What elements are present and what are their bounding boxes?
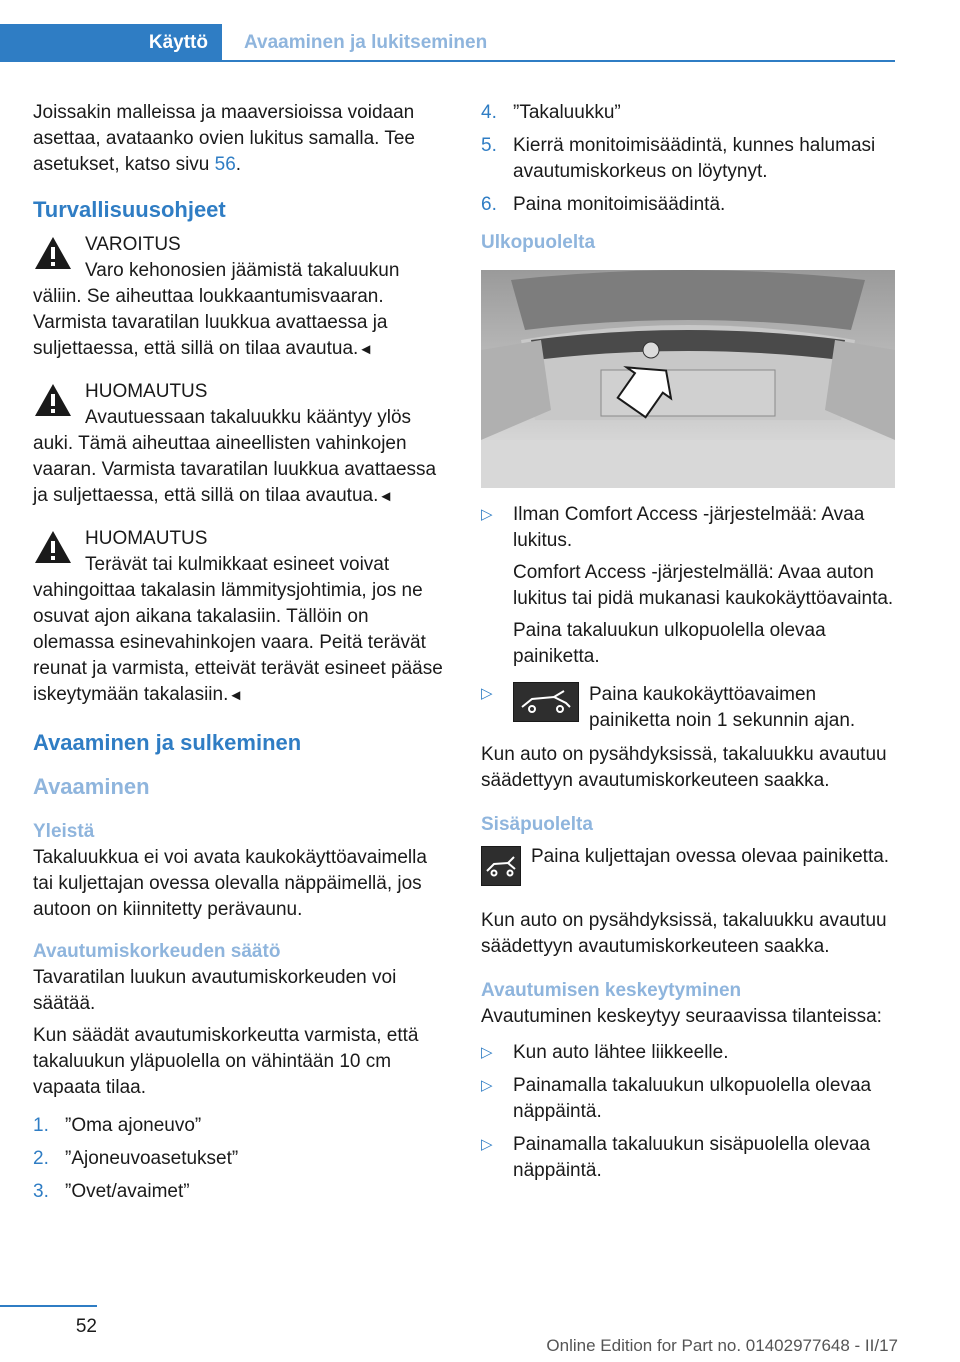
step-number: 2. — [33, 1148, 49, 1169]
list-item — [481, 1132, 895, 1184]
inside-step — [481, 844, 895, 896]
step-text: Paina monitoimisäädintä. — [513, 194, 726, 215]
notice-label: HUOMAUTUS — [85, 381, 208, 402]
warning-text — [33, 258, 445, 363]
car-rear-illustration — [481, 270, 895, 488]
steps-list — [33, 1113, 445, 1205]
interrupt-list — [481, 1040, 895, 1184]
height-text-1: Tavaratilan luukun avautumiskorkeuden voi säätää. — [33, 967, 397, 1014]
header-rule — [222, 60, 895, 62]
stationary-text: Kun auto on pysähdyksissä, takaluukku avautuu säädettyyn avautumiskorkeuteen saakka. — [481, 744, 887, 791]
step-text: ”Takaluukku” — [513, 102, 621, 123]
tailgate-button-icon[interactable] — [513, 682, 579, 722]
open-close-heading: Avaaminen ja sulkeminen — [33, 730, 302, 755]
left-column — [33, 100, 445, 1212]
general-text: Takaluukkua ei voi avata kaukokäyttöavaimella tai kuljettajan ovessa olevalla näppäimellä, jos autoon on kiinnitetty perävaunu. — [33, 847, 427, 920]
step-text: Kierrä monitoimisäädintä, kunnes halumasi avautumiskorkeus on löytynyt. — [513, 135, 876, 182]
list-item — [481, 133, 895, 185]
bullet-icon: ▷ — [481, 1044, 493, 1061]
intro-period: . — [235, 154, 242, 175]
notice-label: HUOMAUTUS — [85, 528, 208, 549]
tailgate-illustration — [481, 270, 895, 488]
inside-heading: Sisäpuolelta — [481, 814, 593, 835]
notice-block — [33, 379, 445, 510]
opening-heading: Avaaminen — [33, 774, 150, 799]
driver-door-button-icon[interactable] — [481, 846, 521, 886]
remote-key-step — [481, 682, 895, 734]
general-heading: Yleistä — [33, 821, 95, 842]
warning-triangle-icon — [33, 235, 73, 271]
step-number: 1. — [33, 1115, 49, 1136]
bullet-icon: ▷ — [481, 506, 493, 523]
step-number: 6. — [481, 194, 497, 215]
step-number: 3. — [33, 1181, 49, 1202]
inside-step-text: Paina kuljettajan ovessa olevaa painiketta. — [531, 846, 890, 867]
interrupt-heading: Avautumisen keskeytyminen — [481, 980, 742, 1001]
intro-paragraph — [33, 100, 445, 178]
end-mark: ◄ — [358, 341, 374, 358]
interrupt-text: Avautuminen keskeytyy seuraavissa tilanteissa: — [481, 1006, 882, 1027]
notice-text — [33, 405, 445, 510]
bullet-icon: ▷ — [481, 1077, 493, 1094]
notice-block — [33, 526, 445, 709]
step-number: 4. — [481, 102, 497, 123]
safety-heading: Turvallisuusohjeet — [33, 197, 226, 222]
outside-step-text: Comfort Access -järjestelmällä: Avaa auton lukitus tai pidä mukanasi kaukokäyttöavainta. — [513, 562, 894, 609]
car-tailgate-icon — [514, 683, 578, 721]
list-item — [481, 100, 895, 126]
remote-step-text: Paina kaukokäyttöavaimen painiketta noin 1 sekunnin ajan. — [589, 684, 856, 731]
list-item — [33, 1146, 445, 1172]
warning-label: VAROITUS — [85, 234, 181, 255]
steps-list-continued — [481, 100, 895, 218]
step-text: ”Ajoneuvoasetukset” — [65, 1148, 239, 1169]
list-item — [33, 1179, 445, 1205]
outside-heading: Ulkopuolelta — [481, 232, 596, 253]
list-item — [481, 502, 895, 670]
page-header — [0, 24, 895, 62]
edition-note: Online Edition for Part no. 01402977648 - II/17 — [546, 1336, 898, 1355]
footer-rule — [0, 1305, 97, 1307]
chapter-tab[interactable]: Käyttö — [0, 24, 222, 62]
interrupt-item-text: Painamalla takaluukun sisäpuolella olevaa näppäintä. — [513, 1134, 871, 1181]
notice-body: Terävät tai kulmikkaat esineet voivat vahingoittaa takalasin lämmitysjohtimia, jos ne osuvat ajon aikana takalasiin. Tällöin on olemassa esinevahinkojen vaara. Peitä terävät reunat ja varmista, etteivät terävät esineet pääse iskeytymään takalasiin. — [33, 554, 443, 705]
notice-body: Avautuessaan takaluukku kääntyy ylös auki. Tämä aiheuttaa aineellisten vahinkojen vaaran. Varmista tavaratilan luukkua avattaessa ja suljettaessa, että sillä on tilaa avautua. — [33, 407, 437, 506]
warning-triangle-icon — [33, 529, 73, 565]
right-column — [481, 100, 895, 1191]
bullet-icon: ▷ — [481, 1136, 493, 1153]
step-text: ”Oma ajoneuvo” — [65, 1115, 202, 1136]
step-number: 5. — [481, 135, 497, 156]
list-item — [481, 1073, 895, 1125]
bullet-icon: ▷ — [481, 685, 493, 702]
height-text-2: Kun säädät avautumiskorkeutta varmista, että takaluukun yläpuolella on vähintään 10 cm vapaata tilaa. — [33, 1025, 419, 1098]
step-text: ”Ovet/avaimet” — [65, 1181, 190, 1202]
list-item — [33, 1113, 445, 1139]
height-heading: Avautumiskorkeuden säätö — [33, 941, 281, 962]
interrupt-item-text: Painamalla takaluukun ulkopuolella olevaa näppäintä. — [513, 1075, 872, 1122]
list-item — [481, 192, 895, 218]
warning-triangle-icon — [33, 382, 73, 418]
outside-steps — [481, 502, 895, 670]
notice-text — [33, 552, 445, 709]
interrupt-item-text: Kun auto lähtee liikkeelle. — [513, 1042, 729, 1063]
outside-step-text: Ilman Comfort Access -järjestelmää: Avaa lukitus. — [513, 504, 865, 551]
end-mark: ◄ — [228, 687, 244, 704]
warning-body: Varo kehonosien jäämistä takaluukun väliin. Se aiheuttaa loukkaantumisvaaran. Varmista tavaratilan luukkua avattaessa ja suljettaessa, että sillä on tilaa avautua. — [33, 260, 400, 359]
page-link[interactable]: 56 — [214, 154, 236, 175]
warning-block — [33, 232, 445, 363]
end-mark: ◄ — [378, 488, 394, 505]
page-number: 52 — [75, 1316, 97, 1337]
outside-step-text: Paina takaluukun ulkopuolella olevaa painiketta. — [513, 620, 826, 667]
inside-stationary-text: Kun auto on pysähdyksissä, takaluukku avautuu säädettyyn avautumiskorkeuteen saakka. — [481, 910, 887, 957]
car-tailgate-icon — [482, 847, 520, 885]
section-tab[interactable]: Avaaminen ja lukitseminen — [244, 32, 488, 53]
list-item — [481, 1040, 895, 1066]
intro-text: Joissakin malleissa ja maaversioissa voidaan asettaa, avataanko ovien lukitus samalla. Tee asetukset, katso sivu — [33, 102, 415, 175]
